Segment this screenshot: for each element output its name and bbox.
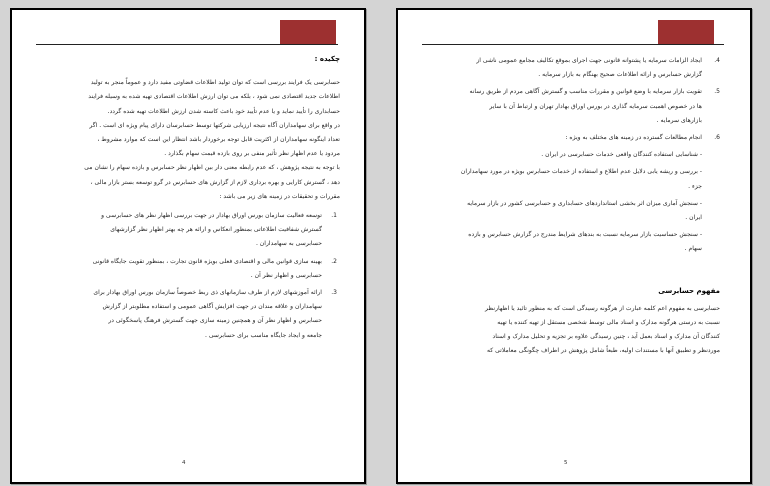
text-line: کنندگان آن مدارک و اسناد بعمل آید ، چنین رسیدگی علاوه بر تجزیه و تحلیل مدارک و اسناد bbox=[492, 333, 720, 341]
list-item bbox=[420, 228, 702, 256]
audit-concept-paragraph bbox=[420, 302, 720, 359]
text-line: دهد ، گسترش کارایی و بهره برداری لازم از گزارش های حسابرس در گرو توسعه بستر بازار مالی ، bbox=[90, 178, 340, 186]
list-item bbox=[36, 209, 337, 252]
text-line: مردود یا عدم اظهار نظر تأثیر منفی بر روی بازده قیمت سهام بگذارد . bbox=[164, 150, 340, 158]
list-item bbox=[420, 85, 720, 128]
study-areas-list bbox=[420, 148, 720, 256]
text-line: موردنظر و تطبیق آنها با مستندات اولیه، طبعاً شامل پژوهش در اطراف چگونگی معاملاتی که bbox=[486, 347, 720, 355]
header-rule bbox=[422, 44, 724, 45]
text-line: حسابرسی و اظهار نظر آن . bbox=[250, 271, 322, 279]
text-line: - بررسی و ریشه یابی دلایل عدم اطلاع و استفاده از خدمات حسابرس بویژه در مورد سهامداران bbox=[460, 168, 702, 176]
text-line: گسترش شفافیت اطلاعاتی بمنظور انعکاس و ارائه هر چه بهتر اظهار نظر گزارشهای bbox=[110, 226, 322, 234]
text-line: ارائه آموزشهای لازم از طرف سازمانهای ذی ربط خصوصاً سازمان بورس اوراق بهادار برای bbox=[93, 289, 322, 297]
document-page-4 bbox=[10, 8, 366, 484]
recommendation-list-continued bbox=[420, 54, 720, 145]
list-item bbox=[36, 255, 337, 283]
text-line: گزارش حسابرس و ارائه اطلاعات صحیح بهنگام به بازار سرمایه . bbox=[538, 71, 702, 79]
text-line: حسابداری را تأیید نماید و یا عدم تأیید خود باعث کاسته شدن ارزش اطلاعات تهیه شده گردد. bbox=[107, 107, 340, 115]
text-line: بهینه سازی قوانین مالی و اقتصادی فعلی بویژه قانون تجارت ، بمنظور تقویت جایگاه قانونی bbox=[92, 257, 322, 265]
header-rule bbox=[36, 44, 338, 45]
text-line: اطلاعات جدید اقتصادی نمی شود ، بلکه می توان ارزش اطلاعات اقتصادی تهیه شده به وسیله فرایند bbox=[88, 93, 340, 101]
header-color-block bbox=[658, 20, 714, 44]
text-line: جامعه و ایجاد جایگاه مناسب برای حسابرسی . bbox=[204, 331, 322, 339]
abstract-heading: چکیده : bbox=[314, 55, 340, 63]
list-number: 6. bbox=[714, 134, 720, 142]
page-number: 5 bbox=[564, 460, 568, 466]
list-number: 4. bbox=[714, 57, 720, 64]
text-line: حسابرس و اظهار نظر آن و همچنین زمینه سازی جهت گسترش فرهنگ پاسخگوئی در bbox=[108, 317, 322, 325]
list-number: 2. bbox=[331, 257, 337, 265]
list-number: 5. bbox=[714, 88, 720, 96]
list-item bbox=[420, 54, 720, 82]
text-line: انجام مطالعات گسترده در زمینه های مختلف به ویژه : bbox=[565, 134, 702, 142]
list-number: 3. bbox=[331, 289, 337, 297]
text-line: سهامداران و علاقه مندان در جهت افزایش آگاهی عمومی و استفاده مطلوبتر از گزارش bbox=[102, 303, 322, 311]
text-line: مقررات و تحقیقات در زمینه های زیر می باشد : bbox=[219, 192, 340, 200]
abstract-paragraph bbox=[36, 76, 340, 204]
text-line: بازارهای سرمایه . bbox=[656, 116, 702, 124]
page-content bbox=[420, 48, 720, 364]
text-line: سهام . bbox=[684, 245, 702, 253]
list-item bbox=[420, 197, 702, 225]
text-line: حسابرسی به مفهوم اعم کلمه عبارت از هرگونه رسیدگی است که به منظور تائید یا اظهارنظر bbox=[485, 304, 720, 312]
document-page-5 bbox=[396, 8, 752, 484]
list-item bbox=[36, 286, 337, 343]
text-line: نسبت به درستی هرگونه مدارک و اسناد مالی توسط شخصی مستقل از تهیه کننده یا تهیه bbox=[497, 319, 720, 327]
text-line: ایران . bbox=[685, 214, 702, 222]
text-line: - شناسایی استفاده کنندگان واقعی خدمات حسابرسی در ایران . bbox=[541, 151, 702, 159]
text-line: حسابرسی یک فرایند بررسی است که توان تولید اطلاعات قضاوتی مفید دارد و عموماً منجر به تولید bbox=[90, 79, 340, 87]
text-line: - سنجش آماری میزان اثر بخشی استانداردهای حسابداری و حسابرسی کشور در بازار سرمایه bbox=[467, 199, 702, 207]
text-line: حسابرسی به سهامداران . bbox=[255, 240, 322, 248]
recommendation-list bbox=[36, 209, 340, 343]
text-line: جزء . bbox=[688, 182, 702, 190]
text-line: - سنجش حساسیت بازار سرمایه نسبت به بندهای شرایط مندرج در گزارش حسابرس و بازده bbox=[468, 231, 702, 239]
page-content bbox=[36, 48, 340, 346]
text-line: توسعه فعالیت سازمان بورس اوراق بهادار در جهت بررسی اظهار نظر های حسابرسی و bbox=[101, 212, 322, 220]
list-item bbox=[420, 165, 702, 193]
list-item bbox=[420, 131, 720, 145]
header-color-block bbox=[280, 20, 336, 44]
list-item bbox=[420, 148, 702, 162]
text-line: در واقع برای سهامداران آگاه نتیجه ارزیابی شرکتها توسط حسابرسان دارای پیام ویژه ای است . اگر bbox=[89, 121, 340, 129]
list-number: 1. bbox=[331, 212, 337, 220]
text-line: با توجه به نتیجه پژوهش ، که عدم رابطه معنی دار بین اظهار نظر حسابرس و بازده سهام را نشان می bbox=[84, 164, 340, 172]
text-line: تقویت بازار سرمایه با وضع قوانین و مقررات مناسب و گسترش آگاهی مردم از طریق رسانه bbox=[469, 88, 702, 96]
page-number: 4 bbox=[182, 460, 186, 466]
text-line: ها در خصوص اهمیت سرمایه گذاری در بورس اوراق بهادار تهران و ارتباط آن با سایر bbox=[489, 102, 702, 110]
text-line: ایجاد الزامات سرمایه یا پشتوانه قانونی جهت اجرای بموقع تکالیف مجامع عمومی ناشی از bbox=[476, 57, 702, 64]
text-line: تعداد اینگونه سهامداران از اکثریت قابل توجه برخوردار باشد انتظار این است که موارد مشروط ، bbox=[97, 136, 340, 144]
audit-concept-heading: مفهوم حسابرسی bbox=[658, 286, 720, 295]
